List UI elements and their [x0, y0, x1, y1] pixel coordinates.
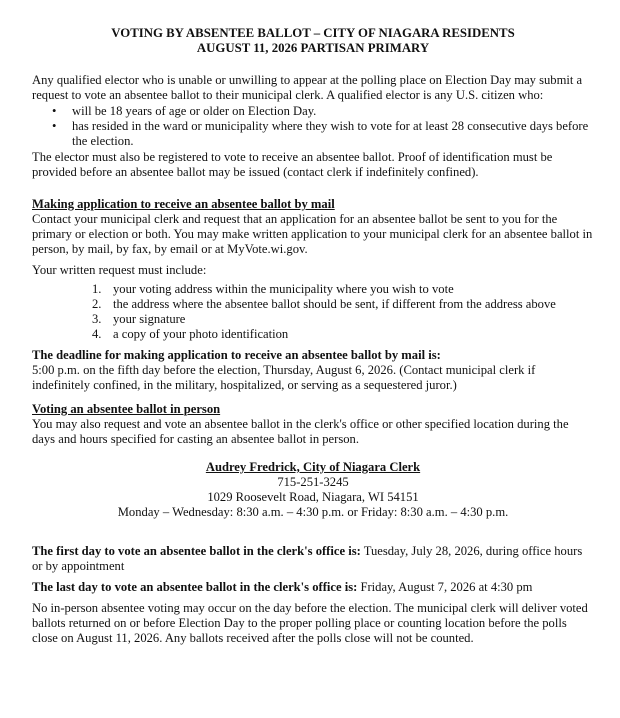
last-day-label: The last day to vote an absentee ballot in the clerk's office is: — [32, 580, 358, 594]
clerk-name: Audrey Fredrick, City of Niagara Clerk — [205, 460, 421, 474]
in-person-heading: Voting an absentee ballot in person — [32, 402, 221, 416]
in-person-paragraph: You may also request and vote an absentee ballot in the clerk's office or other specified location during the days and hours specified for casting an absentee ballot in person. — [32, 417, 569, 446]
document-title — [32, 26, 594, 56]
requirement-number: 2. — [92, 297, 102, 311]
requirement-number: 3. — [92, 312, 102, 326]
last-day-value: Friday, August 7, 2026 at 4:30 pm — [357, 580, 533, 594]
deadline-heading: The deadline for making application to receive an absentee ballot by mail is: — [32, 348, 441, 362]
intro-paragraph: Any qualified elector who is unable or unwilling to appear at the polling place on Election Day may submit a request to vote an absentee ballot to their municipal clerk. A qualified elector is any U.S. citizen who: — [32, 73, 583, 102]
clerk-address: 1029 Roosevelt Road, Niagara, WI 54151 — [207, 490, 419, 504]
eligibility-item: • has resided in the ward or municipality where they wish to vote for at least 28 consecutive days before the election. — [52, 119, 594, 149]
requirement-item — [32, 297, 594, 312]
clerk-contact-block — [32, 460, 594, 520]
registration-note: The elector must also be registered to vote to receive an absentee ballot. Proof of identification must be provided before an absentee ballot may be issued (contact clerk if indefinitely confined). — [32, 150, 553, 179]
first-day-label: The first day to vote an absentee ballot in the clerk's office is: — [32, 544, 361, 558]
closing-paragraph: No in-person absentee voting may occur on the day before the election. The municipal clerk will deliver voted ballots returned on or before Election Day to the proper polling place or counting location before the polls close on August 11, 2026. Any ballots received after the polls close will not be counted. — [32, 601, 588, 645]
request-intro: Your written request must include: — [32, 263, 207, 277]
requirement-text: your signature — [113, 312, 186, 326]
requirement-item — [32, 282, 594, 297]
requirement-item — [32, 327, 594, 342]
requirement-text: a copy of your photo identification — [113, 327, 289, 341]
first-day-paragraph — [32, 544, 594, 574]
deadline-text: 5:00 p.m. on the fifth day before the election, Thursday, August 6, 2026. (Contact municipal clerk if indefinitely confined, in the military, hospitalized, or serving as a sequestered juror.) — [32, 363, 536, 392]
requirement-item — [32, 312, 594, 327]
eligibility-item: • will be 18 years of age or older on Election Day. — [52, 104, 594, 119]
clerk-phone: 715-251-3245 — [277, 475, 349, 489]
requirement-text: the address where the absentee ballot should be sent, if different from the address above — [113, 297, 556, 311]
requirement-number: 1. — [92, 282, 102, 296]
requirement-text: your voting address within the municipality where you wish to vote — [113, 282, 454, 296]
first-day-value: Tuesday, July 28, 2026, during office hours or by appointment — [32, 544, 583, 573]
intro-section — [32, 73, 594, 180]
last-day-paragraph — [32, 580, 594, 595]
clerk-hours: Monday – Wednesday: 8:30 a.m. – 4:30 p.m. or Friday: 8:30 a.m. – 4:30 p.m. — [117, 505, 509, 519]
eligibility-list — [32, 104, 594, 149]
mail-section-paragraph: Contact your municipal clerk and request that an application for an absentee ballot be sent to you for the primary or election or both. You may make written application to your municipal clerk for an absentee ballot in person, by mail, by fax, by email or at MyVote.wi.gov. — [32, 212, 593, 256]
requirements-list — [32, 282, 594, 342]
mail-section-heading: Making application to receive an absentee ballot by mail — [32, 197, 335, 211]
title-line-1: VOTING BY ABSENTEE BALLOT – CITY OF NIAGARA RESIDENTS — [111, 26, 515, 40]
title-line-2: AUGUST 11, 2026 PARTISAN PRIMARY — [196, 41, 430, 55]
requirement-number: 4. — [92, 327, 102, 341]
